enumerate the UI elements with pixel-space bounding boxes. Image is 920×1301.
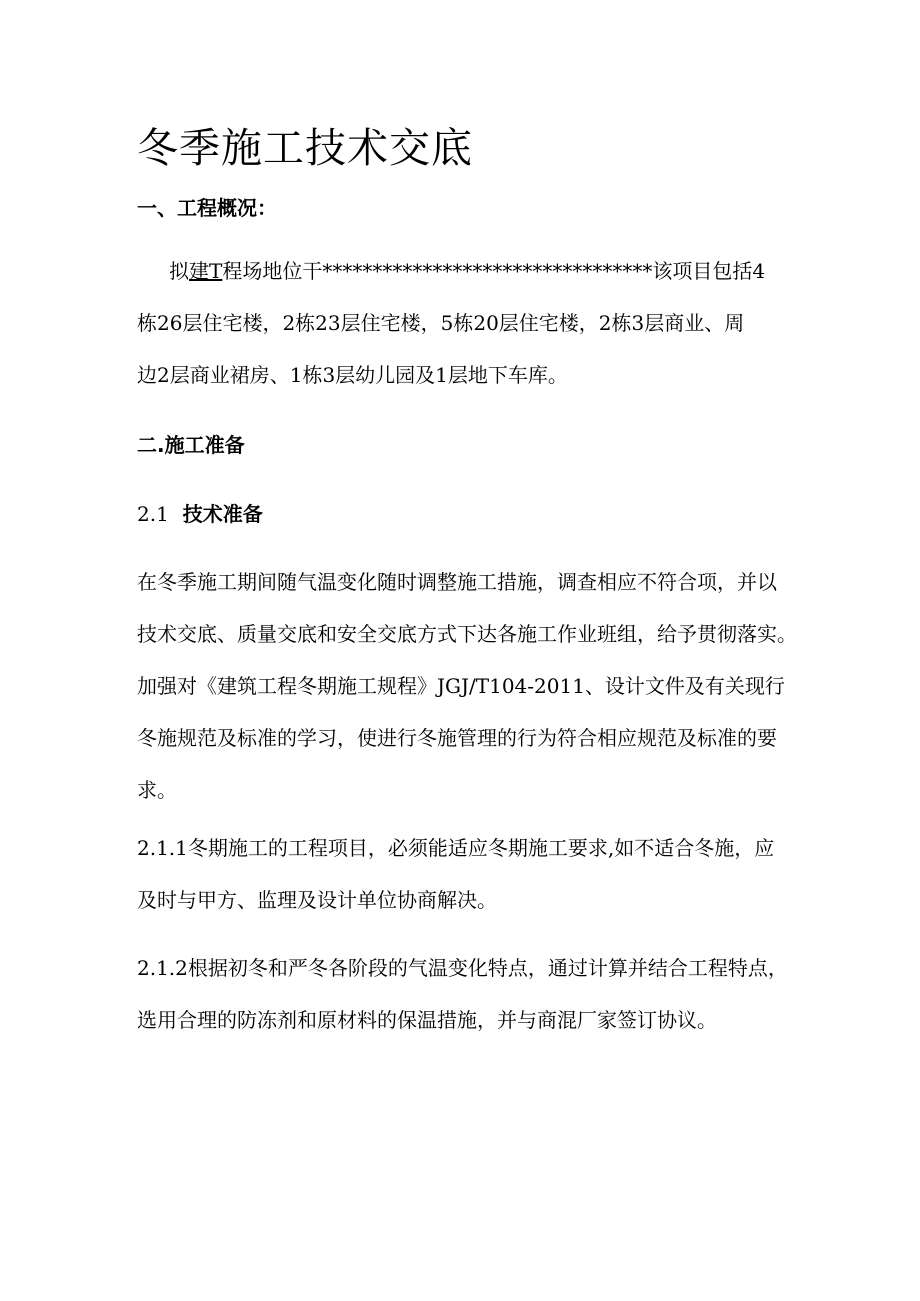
subsection-number: 2.1	[137, 502, 169, 526]
paragraph-line: 求。	[137, 778, 177, 802]
paragraph-line: 2.1.2根据初冬和严冬各阶段的气温变化特点，通过计算并结合工程特点，	[137, 956, 788, 980]
item-2-1-1-paragraph	[137, 822, 787, 926]
document-title: 冬季施工技术交底	[137, 124, 473, 172]
section-heading-construction-prep: 二.施工准备	[137, 433, 245, 457]
paragraph-line	[137, 245, 787, 297]
paragraph-line: 在冬季施工期间随气温变化随时调整施工措施，调查相应不符合项，并以	[137, 570, 777, 594]
technical-prep-paragraph	[137, 556, 797, 816]
paragraph-line: 冬施规范及标准的学习，使进行冬施管理的行为符合相应规范及标准的要	[137, 726, 777, 750]
paragraph-line: 栋26层住宅楼，2栋23层住宅楼，5栋20层住宅楼，2栋3层商业、周	[137, 311, 745, 335]
subsection-heading-technical-prep	[137, 498, 263, 530]
underlined-text: 建T	[189, 259, 223, 283]
paragraph-line: 技术交底、质量交底和安全交底方式下达各施工作业班组，给予贯彻落实。	[137, 622, 797, 646]
item-2-1-2-paragraph	[137, 942, 787, 1046]
text-fragment: 程场地位干*********************************该项目包括4	[222, 259, 766, 283]
section-heading-project-overview: 一、工程概况：	[137, 196, 277, 220]
paragraph-line: 边2层商业裙房、1栋3层幼儿园及1层地下车库。	[137, 363, 568, 387]
paragraph-line: 及时与甲方、监理及设计单位协商解决。	[137, 888, 497, 912]
project-overview-paragraph	[137, 245, 787, 401]
paragraph-line: 选用合理的防冻剂和原材料的保温措施，并与商混厂家签订协议。	[137, 1008, 717, 1032]
text-fragment: 拟	[169, 259, 189, 283]
subsection-title: 技术准备	[182, 502, 263, 526]
paragraph-line: 2.1.1冬期施工的工程项目，必须能适应冬期施工要求,如不适合冬施，应	[137, 836, 775, 860]
paragraph-line: 加强对《建筑工程冬期施工规程》JGJ/T104-2011、设计文件及有关现行	[137, 674, 785, 698]
